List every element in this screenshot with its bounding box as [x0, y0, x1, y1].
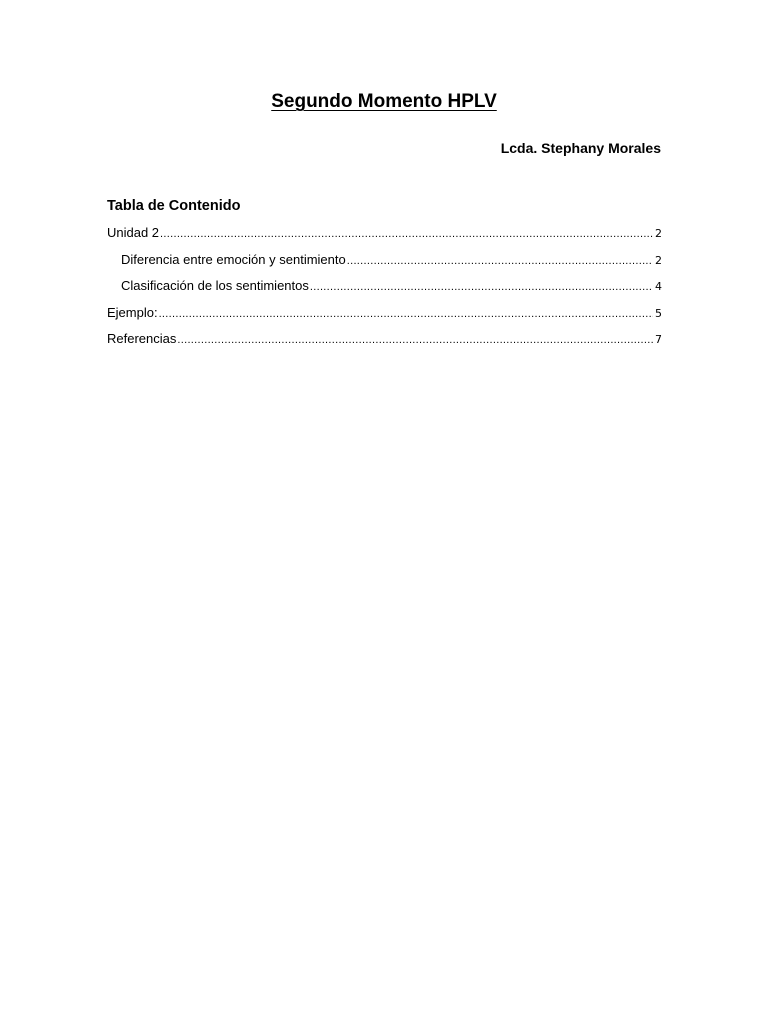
toc-entry-referencias[interactable] [107, 330, 662, 357]
toc-dot-leader [310, 278, 653, 296]
toc-entry-clasificacion[interactable] [107, 277, 662, 304]
toc-entry-label[interactable]: Diferencia entre emoción y sentimiento [121, 251, 346, 267]
toc-dot-leader [160, 225, 653, 243]
toc-entry-ejemplo[interactable] [107, 304, 662, 331]
document-title-text: Segundo Momento HPLV [271, 91, 497, 112]
toc-page-number[interactable]: 5 [655, 306, 662, 320]
table-of-contents [107, 224, 662, 357]
toc-dot-leader [159, 305, 653, 323]
toc-page-number[interactable]: 4 [655, 280, 662, 293]
toc-page-number[interactable]: 2 [655, 227, 662, 240]
document-title [0, 89, 768, 115]
toc-heading: Tabla de Contenido [107, 198, 241, 214]
toc-entry-unidad-2[interactable] [107, 224, 662, 251]
toc-entry-diferencia[interactable] [107, 251, 662, 278]
toc-entry-label[interactable]: Referencias [107, 331, 177, 346]
author-name: Lcda. Stephany Morales [500, 140, 661, 156]
toc-dot-leader [347, 252, 653, 270]
toc-entry-label[interactable]: Unidad 2 [107, 225, 160, 240]
toc-page-number[interactable]: 2 [655, 253, 662, 267]
toc-entry-label[interactable]: Clasificación de los sentimientos [121, 278, 309, 293]
toc-entry-label[interactable]: Ejemplo: [107, 304, 158, 320]
toc-page-number[interactable]: 7 [655, 333, 662, 346]
toc-dot-leader [177, 331, 653, 349]
